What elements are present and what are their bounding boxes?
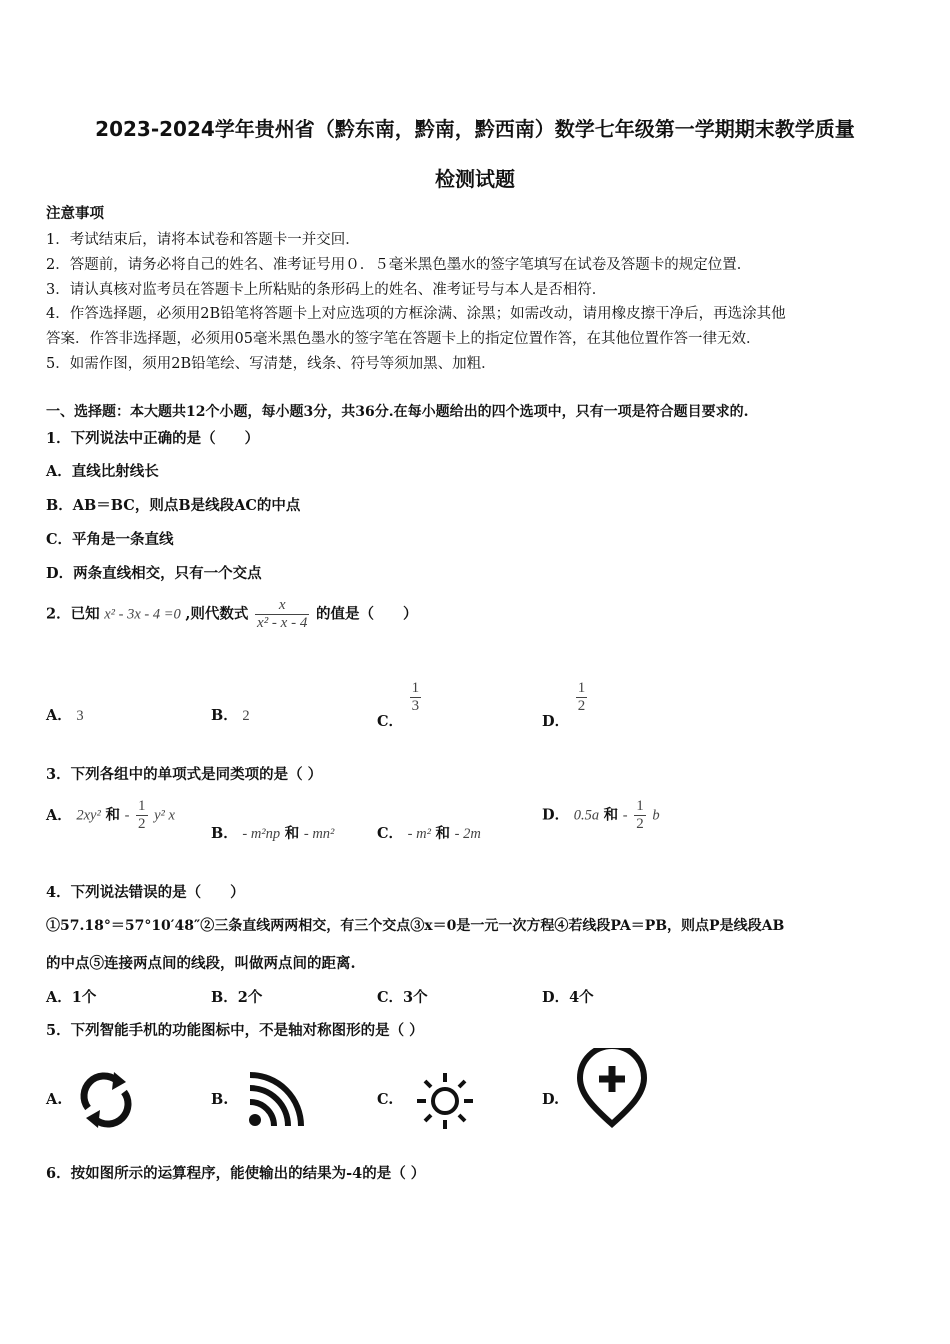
q1-option-d: D．两条直线相交，只有一个交点 (46, 565, 262, 582)
notice-heading: 注意事项 (46, 205, 104, 222)
exam-title-line2: 检测试题 (435, 167, 515, 191)
q4-body-line2: 的中点⑤连接两点间的线段，叫做两点间的距离. (46, 955, 356, 972)
q2-suffix: 的值是（ ） (315, 605, 418, 623)
q2-option-c: C． $\frac{1}{3}$ (377, 680, 420, 730)
q2-mid: ,则代数式 (185, 605, 249, 623)
q2-fraction (255, 597, 309, 632)
notice-item: 3．请认真核对监考员在答题卡上所粘贴的条形码上的姓名、准考证号与本人是否相符． (46, 282, 607, 298)
notice-item: 答案．作答非选择题，必须用05毫米黑色墨水的签字笔在答题卡上的指定位置作答，在其他位置作答一律无效． (46, 331, 761, 347)
q5-stem: 5．下列智能手机的功能图标中，不是轴对称图形的是（ ） (46, 1022, 424, 1039)
sun-icon (414, 1070, 476, 1132)
q2-option-d: D． $\frac{1}{2}$ (542, 680, 586, 730)
refresh-icon (76, 1070, 136, 1130)
exam-title-line1: 2023-2024学年贵州省（黔东南，黔南，黔西南）数学七年级第一学期期末教学质量 (95, 117, 855, 141)
q1-option-a: A．直线比射线长 (46, 463, 159, 480)
q1-option-c: C．平角是一条直线 (46, 531, 174, 548)
q3-option-c: C． - m² 和 - 2m (377, 825, 481, 842)
wifi-icon (246, 1072, 304, 1130)
notice-item: 1．考试结束后，请将本试卷和答题卡一并交回． (46, 232, 360, 248)
q3-option-b: B． - m²np 和 - mn² (211, 825, 335, 842)
q2-fraction-denominator: x² - x - 4 (257, 615, 308, 631)
q2-option-a: A． 3 (46, 707, 84, 724)
q5-option-a-label: A. (46, 1091, 63, 1108)
q2-stem (46, 597, 417, 632)
q5-option-d-label: D. (542, 1091, 560, 1108)
q5-option-b-label: B. (211, 1091, 229, 1108)
q3-option-d: D． 0.5a 和 - $\frac{1}{2}$ b (542, 798, 660, 832)
q4-option-c: C．3个 (377, 989, 428, 1006)
q2-condition: x² - 3x - 4 =0 (104, 606, 181, 623)
notice-item: 2．答题前，请务必将自己的姓名、准考证号用０．５毫米黑色墨水的签字笔填写在试卷及答题卡的规定位置． (46, 257, 752, 273)
q2-prefix: 2．已知 (46, 605, 100, 623)
notice-item: 5．如需作图，须用2B铅笔绘、写清楚，线条、符号等须加黑、加粗． (46, 356, 496, 372)
q1-stem: 1．下列说法中正确的是（ ） (46, 430, 260, 447)
q4-option-b: B．2个 (211, 989, 263, 1006)
section-heading: 一、选择题：本大题共12个小题，每小题3分，共36分.在每小题给出的四个选项中，只有一项是符合题目要求的. (46, 404, 749, 420)
q4-stem: 4．下列说法错误的是（ ） (46, 884, 245, 901)
notice-item: 4．作答选择题，必须用2B铅笔将答题卡上对应选项的方框涂满、涂黑；如需改动，请用橡皮擦干净后，再选涂其他 (46, 306, 786, 322)
q3-option-a: A． 2xy² 和 - $\frac{1}{2}$ y² x (46, 798, 175, 832)
q1-option-b: B．AB＝BC，则点B是线段AC的中点 (46, 497, 301, 514)
q5-option-c-label: C. (377, 1091, 394, 1108)
location-plus-icon (574, 1048, 650, 1130)
q4-option-a: A．1个 (46, 989, 97, 1006)
q3-stem: 3．下列各组中的单项式是同类项的是（ ） (46, 766, 323, 783)
q4-option-d: D．4个 (542, 989, 594, 1006)
q2-option-b: B． 2 (211, 707, 250, 724)
q2-fraction-numerator: x (278, 597, 286, 613)
q4-body-line1: ①57.18°＝57°10′48″②三条直线两两相交，有三个交点③x＝0是一元一次方程④若线段PA＝PB，则点P是线段AB (46, 918, 785, 934)
q6-stem: 6．按如图所示的运算程序，能使输出的结果为-4的是（ ） (46, 1165, 426, 1182)
